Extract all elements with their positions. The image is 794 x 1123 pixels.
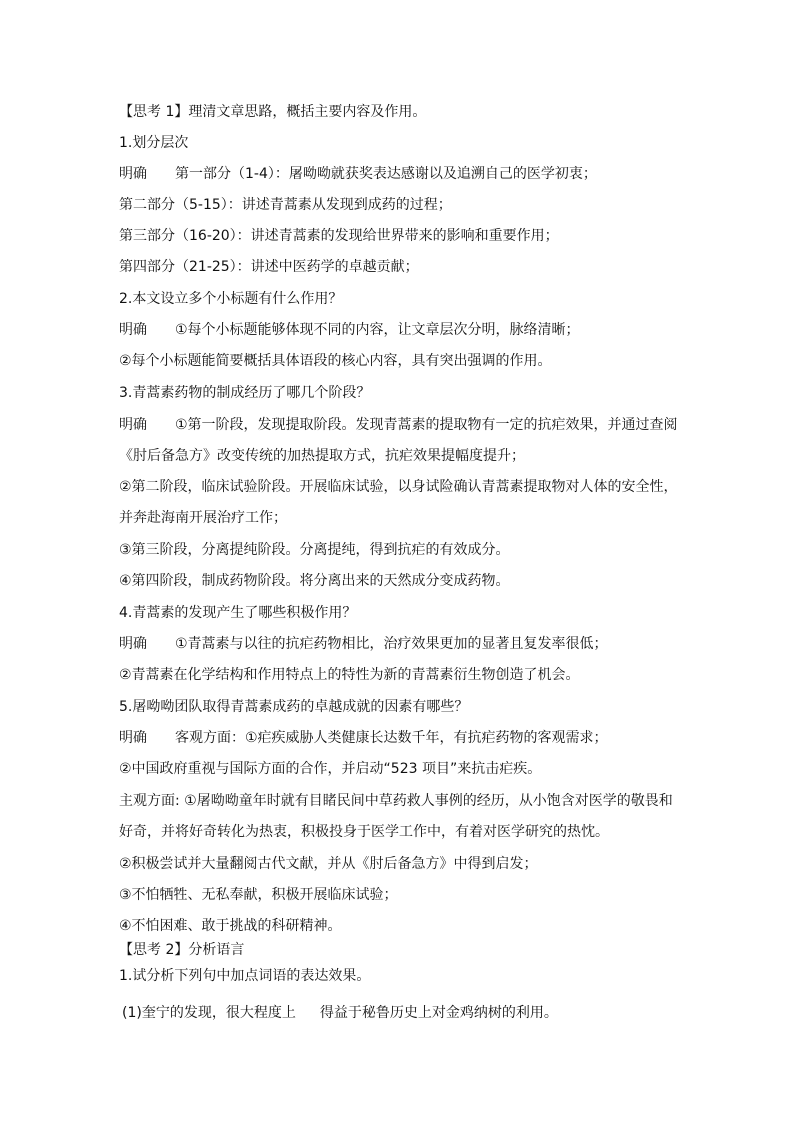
q3-line5: ③第三阶段，分离提纯阶段。分离提纯，得到抗疟的有效成分。 <box>119 542 510 558</box>
answer-label: 明确 <box>119 730 147 746</box>
think2-q1-item1 <box>122 1003 682 1023</box>
section-title-think2: 【思考 2】分析语言 <box>119 942 245 958</box>
item1-part-b: 得益于秘鲁历史上对金鸡纳树的利用。 <box>319 1005 558 1021</box>
q2-line2: ②每个小标题能简要概括具体语段的核心内容，具有突出强调的作用。 <box>119 353 552 369</box>
q5-line7: ④不怕困难、敢于挑战的科研精神。 <box>119 918 342 934</box>
q5-line3: 主观方面: ①屠呦呦童年时就有目睹民间中草药救人事例的经历，从小饱含对医学的敬畏和 <box>119 793 673 809</box>
question-3-title: 3.青蒿素药物的制成经历了哪几个阶段？ <box>119 385 371 401</box>
q3-answer-line1 <box>119 415 679 435</box>
section-title-think1: 【思考 1】理清文章思路，概括主要内容及作用。 <box>119 104 427 120</box>
think2-question-1-title: 1.试分析下列句中加点词语的表达效果。 <box>119 968 371 984</box>
q4-answer-line1 <box>119 634 679 654</box>
q5-line1-text: 客观方面：①疟疾威胁人类健康长达数千年，有抗疟药物的客观需求； <box>175 730 608 746</box>
question-2-title: 2.本文设立多个小标题有什么作用？ <box>119 291 343 307</box>
q3-line3: ②第二阶段，临床试验阶段。开展临床试验，以身试险确认青蒿素提取物对人体的安全性， <box>119 479 678 495</box>
question-5-title: 5.屠呦呦团队取得青蒿素成药的卓越成就的因素有哪些？ <box>119 699 469 715</box>
q5-line4: 好奇，并将好奇转化为热衷，积极投身于医学工作中，有着对医学研究的热忱。 <box>119 824 609 840</box>
question-4-title: 4.青蒿素的发现产生了哪些积极作用？ <box>119 605 357 621</box>
question-1-title: 1.划分层次 <box>119 135 189 151</box>
q4-line1-text: ①青蒿素与以往的抗疟药物相比，治疗效果更加的显著且复发率很低； <box>175 636 608 652</box>
q3-line2: 《肘后备急方》改变传统的加热提取方式，抗疟效果提幅度提升； <box>119 448 525 464</box>
q2-answer-line1 <box>119 320 679 340</box>
q1-part4: 第四部分（21-25）：讲述中医药学的卓越贡献； <box>119 259 419 275</box>
q3-line6: ④第四阶段，制成药物阶段。将分离出来的天然成分变成药物。 <box>119 573 510 589</box>
q1-part3: 第三部分（16-20）：讲述青蒿素的发现给世界带来的影响和重要作用； <box>119 228 559 244</box>
answer-label: 明确 <box>119 417 147 433</box>
q5-answer-line1 <box>119 728 679 748</box>
q5-line6: ③不怕牺牲、无私奉献，积极开展临床试验； <box>119 887 398 903</box>
answer-label: 明确 <box>119 166 147 182</box>
answer-label: 明确 <box>119 322 147 338</box>
item1-part-a: (1)奎宁的发现，很大程度上 <box>122 1005 296 1021</box>
q1-answer-part1 <box>119 164 679 184</box>
q1-part2: 第二部分（5-15）：讲述青蒿素从发现到成药的过程； <box>119 197 452 213</box>
q2-line1-text: ①每个小标题能够体现不同的内容，让文章层次分明，脉络清晰； <box>175 322 580 338</box>
answer-label: 明确 <box>119 636 147 652</box>
part-1-text: 第一部分（1-4）：屠呦呦就获奖表达感谢以及追溯自己的医学初衷； <box>175 166 597 182</box>
q3-line1-text: ①第一阶段，发现提取阶段。发现青蒿素的提取物有一定的抗疟效果，并通过查阅 <box>175 417 678 433</box>
q5-line2: ②中国政府重视与国际方面的合作，并启动“523 项目”来抗击疟疾。 <box>119 761 542 777</box>
q4-line2: ②青蒿素在化学结构和作用特点上的特性为新的青蒿素衍生物创造了机会。 <box>119 667 580 683</box>
q5-line5: ②积极尝试并大量翻阅古代文献，并从《肘后备急方》中得到启发； <box>119 856 538 872</box>
q3-line4: 并奔赴海南开展治疗工作； <box>119 510 287 526</box>
